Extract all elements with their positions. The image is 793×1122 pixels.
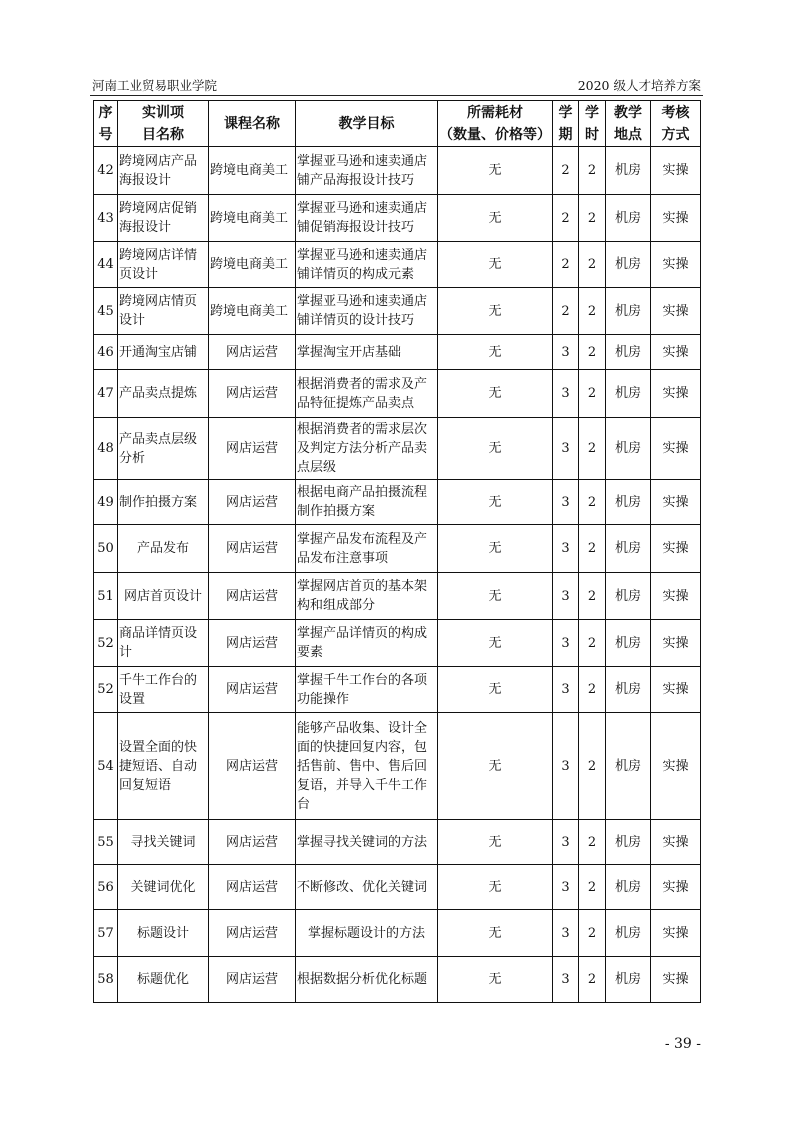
cell-location: 机房 [606,147,651,195]
cell-course: 网店运营 [209,667,296,713]
cell-seq: 58 [94,957,118,1003]
table-row [94,573,701,620]
cell-goal: 掌握亚马逊和速卖通店铺产品海报设计技巧 [296,147,438,195]
cell-goal: 不断修改、优化关键词 [296,865,438,910]
header-right: 2020 级人才培养方案 [577,78,701,93]
cell-project: 跨境网店详情页设计 [118,242,209,288]
cell-materials: 无 [438,910,553,957]
cell-seq: 50 [94,525,118,573]
cell-hours: 2 [579,195,606,242]
cell-assessment: 实操 [651,573,701,620]
cell-assessment: 实操 [651,242,701,288]
table-row [94,713,701,820]
cell-project: 寻找关键词 [118,820,209,865]
cell-materials: 无 [438,480,553,525]
cell-project: 开通淘宝店铺 [118,335,209,370]
column-header-line: 号 [98,126,113,143]
cell-materials: 无 [438,418,553,480]
cell-assessment: 实操 [651,910,701,957]
column-header [209,101,296,147]
cell-location: 机房 [606,480,651,525]
cell-materials: 无 [438,713,553,820]
cell-project: 千牛工作台的设置 [118,667,209,713]
cell-hours: 2 [579,620,606,667]
cell-goal: 掌握亚马逊和速卖通店铺促销海报设计技巧 [296,195,438,242]
cell-term: 3 [553,370,579,418]
table-row [94,865,701,910]
cell-course: 网店运营 [209,820,296,865]
cell-seq: 47 [94,370,118,418]
cell-goal: 掌握亚马逊和速卖通店铺详情页的构成元素 [296,242,438,288]
cell-course: 网店运营 [209,865,296,910]
table-row [94,195,701,242]
cell-assessment: 实操 [651,480,701,525]
cell-term: 3 [553,573,579,620]
cell-assessment: 实操 [651,525,701,573]
cell-term: 3 [553,820,579,865]
cell-goal: 根据消费者的需求层次及判定方法分析产品卖点层级 [296,418,438,480]
cell-location: 机房 [606,910,651,957]
cell-seq: 56 [94,865,118,910]
cell-assessment: 实操 [651,620,701,667]
cell-term: 3 [553,957,579,1003]
cell-assessment: 实操 [651,957,701,1003]
cell-term: 2 [553,147,579,195]
cell-location: 机房 [606,195,651,242]
cell-project: 网店首页设计 [118,573,209,620]
cell-materials: 无 [438,573,553,620]
cell-location: 机房 [606,335,651,370]
cell-location: 机房 [606,242,651,288]
cell-assessment: 实操 [651,288,701,335]
cell-course: 网店运营 [209,910,296,957]
cell-seq: 54 [94,713,118,820]
cell-goal: 掌握千牛工作台的各项功能操作 [296,667,438,713]
column-header [438,101,553,147]
cell-seq: 46 [94,335,118,370]
cell-course: 网店运营 [209,480,296,525]
cell-materials: 无 [438,147,553,195]
column-header [606,101,651,147]
table-row [94,910,701,957]
cell-goal: 根据数据分析优化标题 [296,957,438,1003]
cell-location: 机房 [606,957,651,1003]
table-row [94,667,701,713]
table-row [94,147,701,195]
cell-seq: 48 [94,418,118,480]
cell-goal: 根据消费者的需求及产品特征提炼产品卖点 [296,370,438,418]
cell-goal: 掌握网店首页的基本架构和组成部分 [296,573,438,620]
cell-location: 机房 [606,288,651,335]
page-number: - 39 - [664,1036,701,1052]
column-header-line: 学 [558,104,573,121]
column-header [651,101,701,147]
column-header-line: 所需耗材 [467,104,523,121]
cell-project: 跨境网店促销海报设计 [118,195,209,242]
cell-materials: 无 [438,335,553,370]
cell-goal: 掌握标题设计的方法 [296,910,438,957]
cell-assessment: 实操 [651,370,701,418]
column-header-line: 期 [558,126,573,143]
cell-materials: 无 [438,865,553,910]
table-header-row [94,101,701,147]
cell-project: 跨境网店产品海报设计 [118,147,209,195]
cell-term: 3 [553,667,579,713]
cell-hours: 2 [579,370,606,418]
table-row [94,288,701,335]
cell-project: 制作拍摄方案 [118,480,209,525]
cell-hours: 2 [579,573,606,620]
cell-term: 3 [553,865,579,910]
cell-hours: 2 [579,242,606,288]
column-header [296,101,438,147]
cell-assessment: 实操 [651,820,701,865]
cell-hours: 2 [579,910,606,957]
column-header-line: 序 [98,104,113,121]
column-header [118,101,209,147]
header-rule [90,95,703,96]
cell-term: 3 [553,335,579,370]
cell-seq: 55 [94,820,118,865]
cell-hours: 2 [579,713,606,820]
cell-materials: 无 [438,620,553,667]
cell-course: 网店运营 [209,620,296,667]
cell-materials: 无 [438,820,553,865]
table-row [94,820,701,865]
cell-course: 网店运营 [209,957,296,1003]
column-header-line: 实训项 [142,104,184,121]
table-row [94,418,701,480]
table-row [94,480,701,525]
table-row [94,620,701,667]
cell-goal: 掌握产品详情页的构成要素 [296,620,438,667]
cell-course: 网店运营 [209,370,296,418]
cell-course: 网店运营 [209,418,296,480]
cell-course: 网店运营 [209,335,296,370]
table-row [94,335,701,370]
cell-project: 跨境网店情页设计 [118,288,209,335]
cell-hours: 2 [579,820,606,865]
cell-location: 机房 [606,820,651,865]
cell-location: 机房 [606,525,651,573]
column-header [553,101,579,147]
table-row [94,525,701,573]
cell-location: 机房 [606,418,651,480]
cell-location: 机房 [606,573,651,620]
cell-goal: 掌握寻找关键词的方法 [296,820,438,865]
cell-materials: 无 [438,242,553,288]
cell-course: 跨境电商美工 [209,242,296,288]
column-header-line: 课程名称 [224,115,280,132]
cell-materials: 无 [438,288,553,335]
column-header [579,101,606,147]
cell-location: 机房 [606,713,651,820]
cell-location: 机房 [606,865,651,910]
column-header-line: 时 [585,126,599,143]
cell-course: 跨境电商美工 [209,288,296,335]
cell-seq: 51 [94,573,118,620]
column-header-label: 教学地点 [614,104,642,143]
cell-term: 3 [553,910,579,957]
column-header [94,101,118,147]
cell-hours: 2 [579,667,606,713]
cell-materials: 无 [438,525,553,573]
column-header-line: 目名称 [142,126,184,143]
cell-hours: 2 [579,418,606,480]
cell-project: 商品详情页设计 [118,620,209,667]
cell-goal: 掌握亚马逊和速卖通店铺详情页的设计技巧 [296,288,438,335]
cell-seq: 44 [94,242,118,288]
cell-materials: 无 [438,195,553,242]
cell-term: 3 [553,713,579,820]
cell-goal: 能够产品收集、设计全面的快捷回复内容，包括售前、售中、售后回复语，并导入千牛工作台 [296,713,438,820]
cell-assessment: 实操 [651,195,701,242]
column-header-line: 学 [585,104,599,121]
cell-hours: 2 [579,957,606,1003]
cell-seq: 45 [94,288,118,335]
cell-seq: 57 [94,910,118,957]
cell-materials: 无 [438,957,553,1003]
cell-term: 2 [553,288,579,335]
cell-hours: 2 [579,865,606,910]
cell-assessment: 实操 [651,418,701,480]
cell-course: 网店运营 [209,573,296,620]
cell-hours: 2 [579,288,606,335]
cell-project: 标题设计 [118,910,209,957]
cell-term: 2 [553,195,579,242]
cell-assessment: 实操 [651,147,701,195]
cell-seq: 52 [94,667,118,713]
cell-course: 跨境电商美工 [209,195,296,242]
cell-course: 跨境电商美工 [209,147,296,195]
cell-seq: 42 [94,147,118,195]
column-header-line: 教学目标 [338,115,395,132]
cell-term: 3 [553,620,579,667]
cell-hours: 2 [579,147,606,195]
cell-materials: 无 [438,667,553,713]
table-row [94,957,701,1003]
cell-course: 网店运营 [209,713,296,820]
column-header-line: （数量、价格等） [439,126,551,143]
cell-goal: 掌握产品发布流程及产品发布注意事项 [296,525,438,573]
cell-seq: 43 [94,195,118,242]
cell-goal: 根据电商产品拍摄流程制作拍摄方案 [296,480,438,525]
cell-project: 关键词优化 [118,865,209,910]
cell-assessment: 实操 [651,865,701,910]
cell-term: 3 [553,418,579,480]
header-left: 河南工业贸易职业学院 [92,78,218,93]
cell-hours: 2 [579,525,606,573]
cell-assessment: 实操 [651,667,701,713]
cell-location: 机房 [606,667,651,713]
cell-location: 机房 [606,620,651,667]
cell-project: 标题优化 [118,957,209,1003]
cell-hours: 2 [579,480,606,525]
cell-hours: 2 [579,335,606,370]
cell-term: 3 [553,480,579,525]
cell-seq: 49 [94,480,118,525]
cell-term: 2 [553,242,579,288]
cell-seq: 52 [94,620,118,667]
cell-assessment: 实操 [651,335,701,370]
cell-goal: 掌握淘宝开店基础 [296,335,438,370]
cell-materials: 无 [438,370,553,418]
cell-project: 设置全面的快捷短语、自动回复短语 [118,713,209,820]
table-row [94,242,701,288]
column-header-label: 考核方式 [661,104,690,143]
cell-term: 3 [553,525,579,573]
cell-project: 产品卖点提炼 [118,370,209,418]
cell-project: 产品发布 [118,525,209,573]
cell-project: 产品卖点层级分析 [118,418,209,480]
cell-assessment: 实操 [651,713,701,820]
cell-location: 机房 [606,370,651,418]
table-row [94,370,701,418]
cell-course: 网店运营 [209,525,296,573]
training-table [93,100,701,1003]
